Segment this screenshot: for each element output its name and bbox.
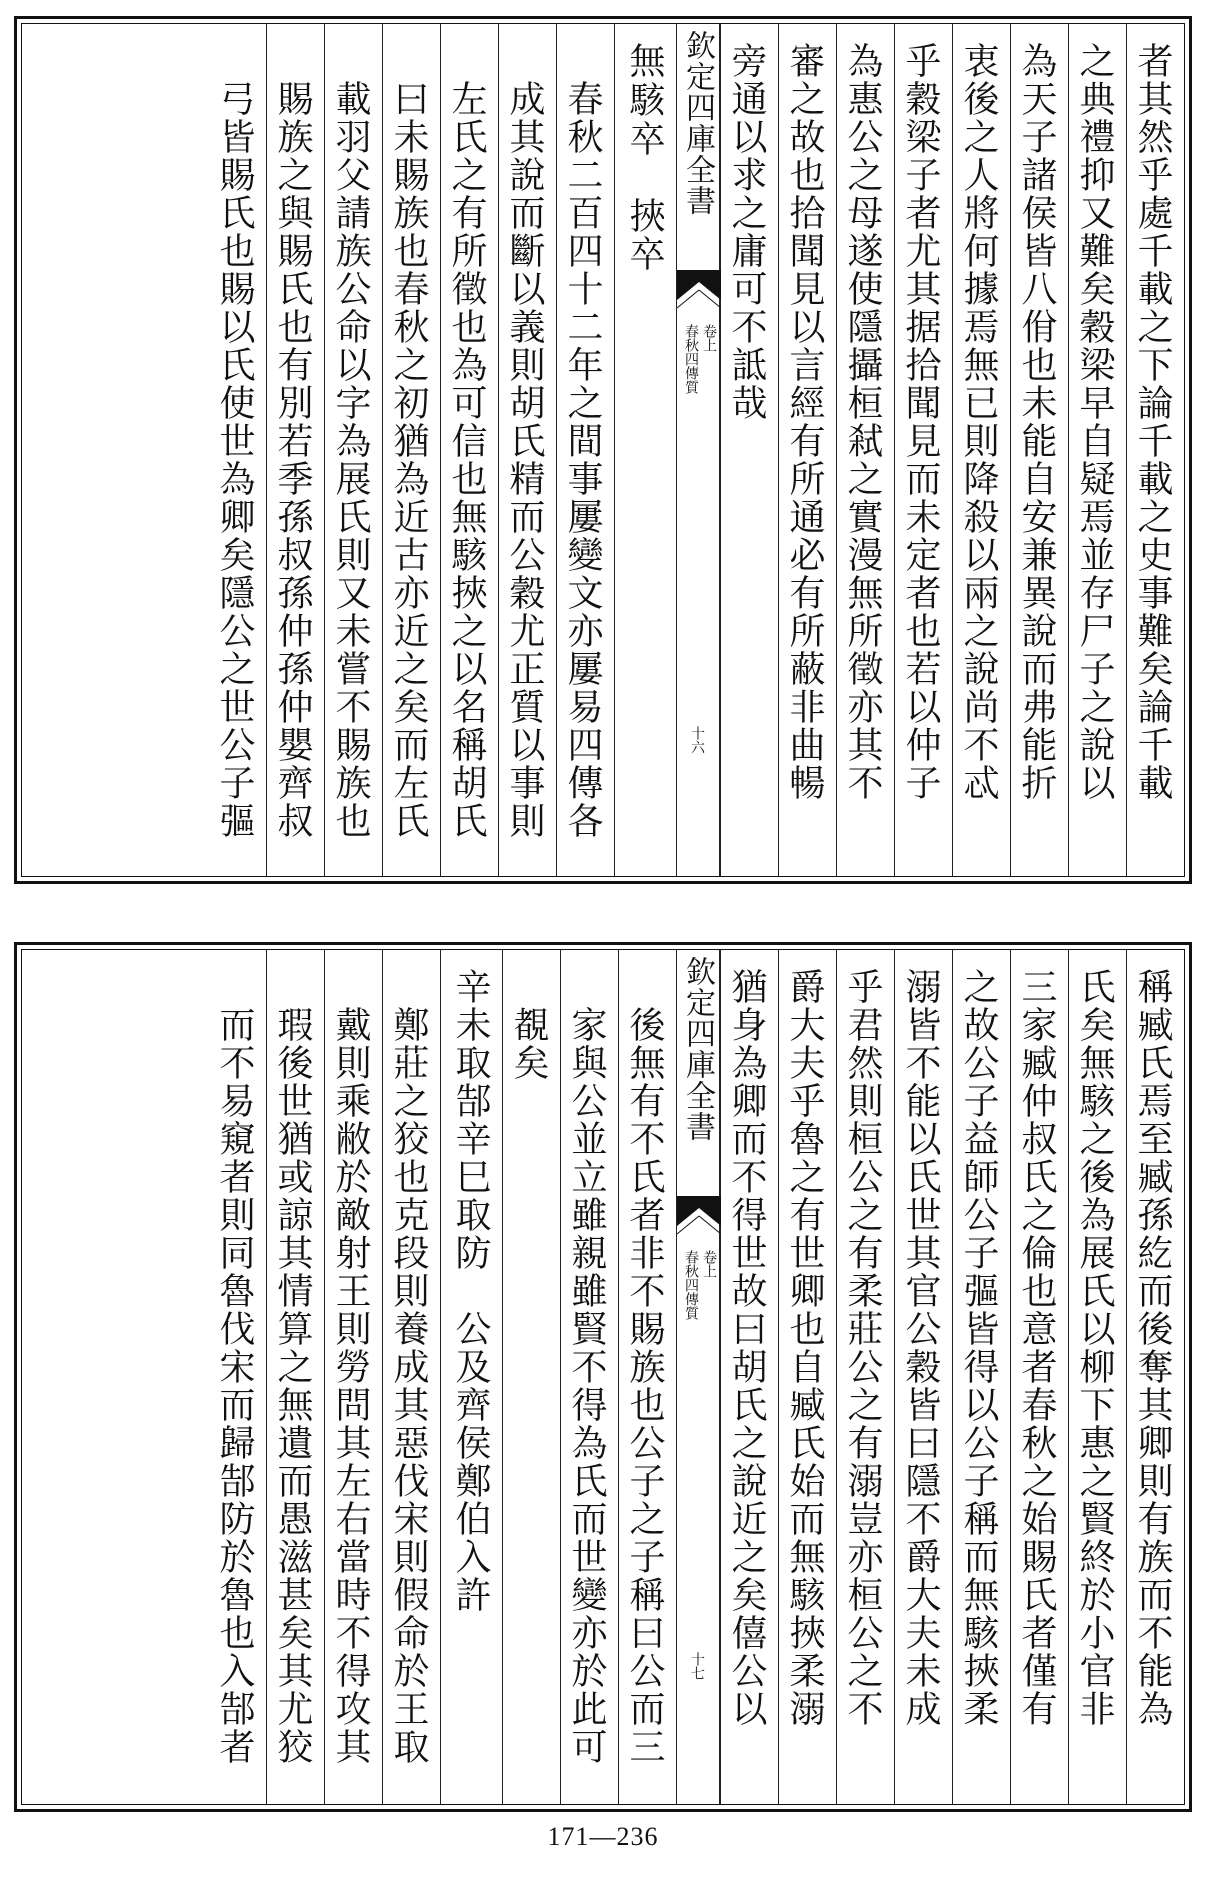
text-column: 氏矣無駭之後為展氏以柳下惠之賢終於小官非 xyxy=(1068,950,1126,1804)
entry-heading-column xyxy=(614,24,676,876)
text-column: 後無有不氏者非不賜族也公子之子稱曰公而三 xyxy=(618,950,676,1804)
spacer xyxy=(624,159,665,197)
text-column: 鄭莊之狡也克段則養成其惡伐宋則假命於王取 xyxy=(382,950,440,1804)
spacer xyxy=(450,1272,491,1310)
text-column: 覩矣 xyxy=(502,950,560,1804)
text-column: 溺皆不能以氏世其官公穀皆曰隱不爵大夫未成 xyxy=(894,950,952,1804)
text-column: 審之故也拾聞見以言經有所通必有所蔽非曲暢 xyxy=(778,24,836,876)
text-column: 而不易窺者則同魯伐宋而歸郜防於魯也入郜者 xyxy=(214,1006,255,1766)
entry-heading-column xyxy=(440,950,502,1804)
text-column: 弓皆賜氏也賜以氏使世為卿矣隱公之世公子彄 xyxy=(214,80,255,840)
text-column: 曰未賜族也春秋之初猶為近古亦近之矣而左氏 xyxy=(382,24,440,876)
text-column: 為天子諸侯皆八佾也未能自安兼異說而弗能折 xyxy=(1010,24,1068,876)
text-column: 猶身為卿而不得世故曰胡氏之說近之矣僖公以 xyxy=(720,950,778,1804)
entry-subheading: 公及齊侯鄭伯入許 xyxy=(450,1310,491,1614)
fishtail-mark-icon xyxy=(677,270,721,312)
text-column: 乎君然則桓公之有柔莊公之有溺豈亦桓公之不 xyxy=(836,950,894,1804)
text-column: 載羽父請族公命以字為展氏則又未嘗不賜族也 xyxy=(324,24,382,876)
text-column: 左氏之有所徵也為可信也無駭挾之以名稱胡氏 xyxy=(440,24,498,876)
text-column: 乎穀梁子者尤其据拾聞見而未定者也若以仲子 xyxy=(894,24,952,876)
volume-label: 卷上 xyxy=(701,1250,717,1278)
text-column: 家與公並立雖親雖賢不得為氏而世變亦於此可 xyxy=(560,950,618,1804)
upper-page xyxy=(14,16,1192,884)
text-column: 春秋二百四十二年之間事屢變文亦屢易四傳各 xyxy=(556,24,614,876)
text-column: 為惠公之母遂使隱攝桓弒之實漫無所徵亦其不 xyxy=(836,24,894,876)
series-title: 欽定四庫全書 xyxy=(680,30,715,216)
text-column: 之典禮抑又難矣穀梁早自疑焉並存尸子之說以 xyxy=(1068,24,1126,876)
series-title: 欽定四庫全書 xyxy=(680,956,715,1142)
book-title: 春秋四傳質 xyxy=(683,324,699,394)
volume-label: 卷上 xyxy=(701,324,717,352)
text-column: 成其說而斷以義則胡氏精而公穀尤正質以事則 xyxy=(498,24,556,876)
text-column: 賜族之與賜氏也有別若季孫叔孫仲孫仲嬰齊叔 xyxy=(266,24,324,876)
upper-page-frame xyxy=(21,23,1185,877)
entry-heading: 無駭卒 xyxy=(624,42,665,159)
page-reference-number: 171—236 xyxy=(547,1822,659,1851)
text-column: 衷後之人將何據焉無已則降殺以兩之說尚不忒 xyxy=(952,24,1010,876)
text-column: 者其然乎處千載之下論千載之史事難矣論千載 xyxy=(1126,24,1184,876)
fishtail-mark-icon xyxy=(677,1196,721,1238)
text-column: 瑕後世猶或諒其情算之無遺而愚滋甚矣其尤狡 xyxy=(266,950,324,1804)
text-column: 戴則乘敝於敵射王則勞問其左右當時不得攻其 xyxy=(324,950,382,1804)
text-column: 爵大夫乎魯之有世卿也自臧氏始而無駭挾柔溺 xyxy=(778,950,836,1804)
text-column: 旁通以求之庸可不詆哉 xyxy=(720,24,778,876)
lower-page-frame xyxy=(21,949,1185,1805)
text-column: 三家臧仲叔氏之倫也意者春秋之始賜氏者僅有 xyxy=(1010,950,1068,1804)
center-fold-spine xyxy=(676,24,720,876)
entry-heading: 辛未取郜辛巳取防 xyxy=(450,968,491,1272)
book-title: 春秋四傳質 xyxy=(683,1250,699,1320)
text-column: 稱臧氏焉至臧孫紇而後奪其卿則有族而不能為 xyxy=(1126,950,1184,1804)
text-column: 之故公子益師公子彄皆得以公子稱而無駭挾柔 xyxy=(952,950,1010,1804)
center-fold-spine xyxy=(676,950,720,1804)
folio-number: 十六 xyxy=(689,726,705,754)
folio-number: 十七 xyxy=(689,1652,705,1680)
lower-page xyxy=(14,942,1192,1812)
entry-subheading: 挾卒 xyxy=(624,197,665,273)
